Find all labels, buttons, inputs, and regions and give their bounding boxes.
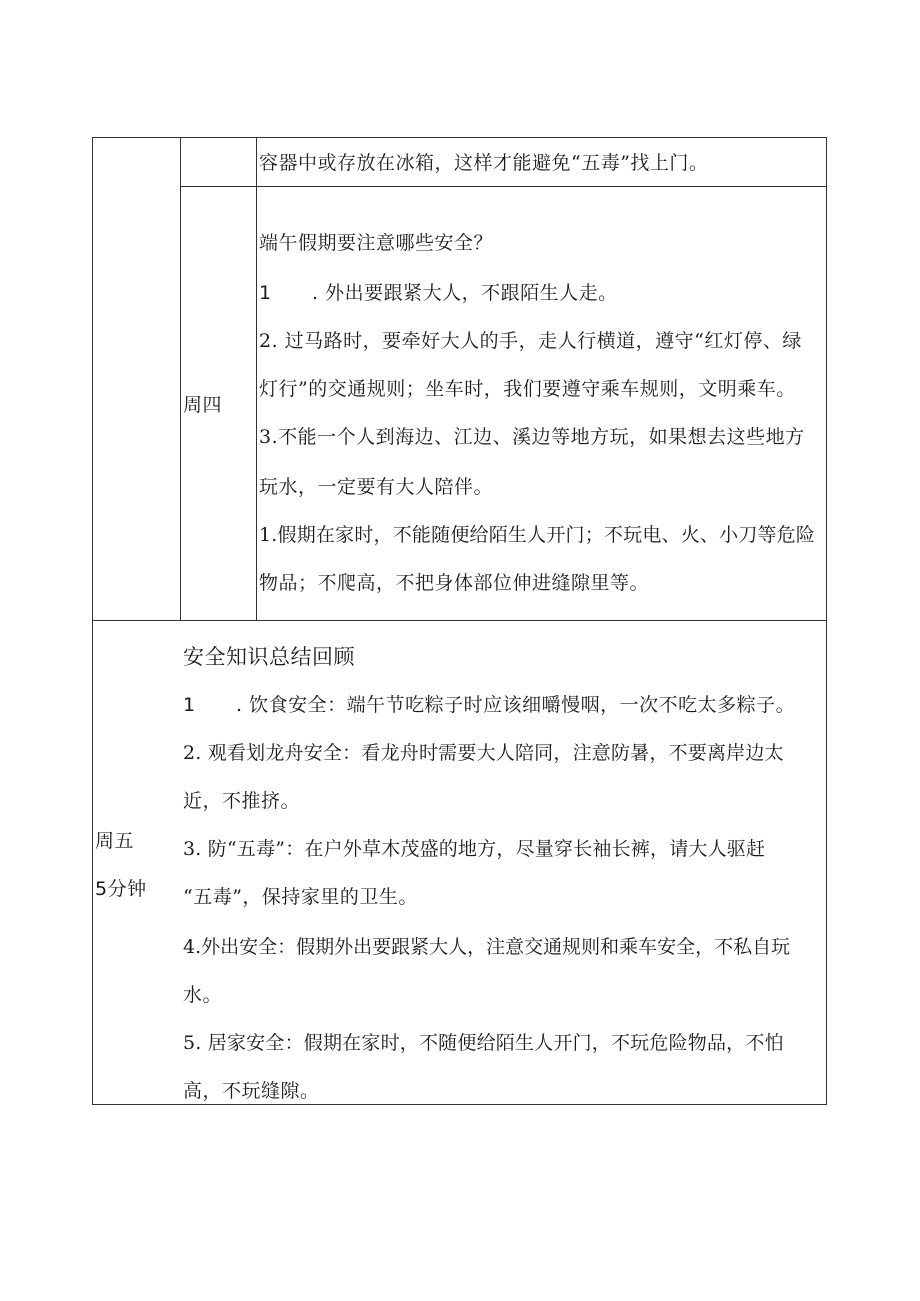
row3-item1-number: 1: [183, 694, 196, 716]
row2-item4-line2: 物品；不爬高，不把身体部位伸进缝隙里等。: [259, 572, 650, 594]
row3-day-label: 周五: [95, 830, 135, 852]
row3-item5-line1: 5. 居家安全：假期在家时，不随便给陌生人开门，不玩危险物品，不怕: [183, 1032, 784, 1054]
row3-item2-line2: 近，不推挤。: [183, 790, 301, 812]
row2-item1-number: 1: [259, 282, 272, 304]
row3-item1-text: . 饮食安全：端午节吃粽子时应该细嚼慢咽，一次不吃太多粽子。: [236, 694, 796, 716]
table-border-row2-bottom: [92, 620, 827, 621]
row2-day-label: 周四: [183, 394, 223, 416]
table-border-col1: [180, 137, 181, 621]
table-border-right: [826, 137, 827, 1105]
row2-item2-line2: 灯行”的交通规则；坐车时，我们要遵守乘车规则，文明乘车。: [259, 378, 796, 400]
row2-item2-line1: 2. 过马路时，要牵好大人的手，走人行横道，遵守“红灯停、绿: [259, 330, 802, 352]
row3-item3-line2: “五毒”，保持家里的卫生。: [183, 886, 418, 908]
table-border-left: [92, 137, 93, 1105]
row2-item3-line1: 3.不能一个人到海边、江边、溪边等地方玩，如果想去这些地方: [259, 426, 805, 448]
row1-content: 容器中或存放在冰箱，这样才能避免“五毒”找上门。: [259, 152, 709, 174]
row3-item5-line2: 高，不玩缝隙。: [183, 1080, 320, 1102]
row2-item4-line1: 1.假期在家时，不能随便给陌生人开门；不玩电、火、小刀等危险: [259, 524, 816, 546]
row3-item4-line2: 水。: [183, 984, 223, 1006]
row3-item4-line1: 4.外出安全：假期外出要跟紧大人，注意交通规则和乘车安全，不私自玩: [183, 936, 791, 958]
row3-heading: 安全知识总结回顾: [183, 645, 355, 669]
row3-item2-line1: 2. 观看划龙舟安全：看龙舟时需要大人陪同，注意防暑，不要离岸边太: [183, 742, 784, 764]
table-border-col2: [256, 137, 257, 621]
table-border-row1-bottom: [180, 186, 827, 187]
row2-item3-line2: 玩水，一定要有大人陪伴。: [259, 476, 494, 498]
row3-duration-label: 5分钟: [95, 878, 147, 900]
row2-title: 端午假期要注意哪些安全？: [259, 232, 494, 254]
row3-item3-line1: 3. 防“五毒”：在户外草木茂盛的地方，尽量穿长袖长裤，请大人驱赶: [183, 838, 766, 860]
table-border-top: [92, 137, 827, 138]
table-border-bottom: [92, 1104, 827, 1105]
row2-item1-text: . 外出要跟紧大人，不跟陌生人走。: [312, 282, 618, 304]
